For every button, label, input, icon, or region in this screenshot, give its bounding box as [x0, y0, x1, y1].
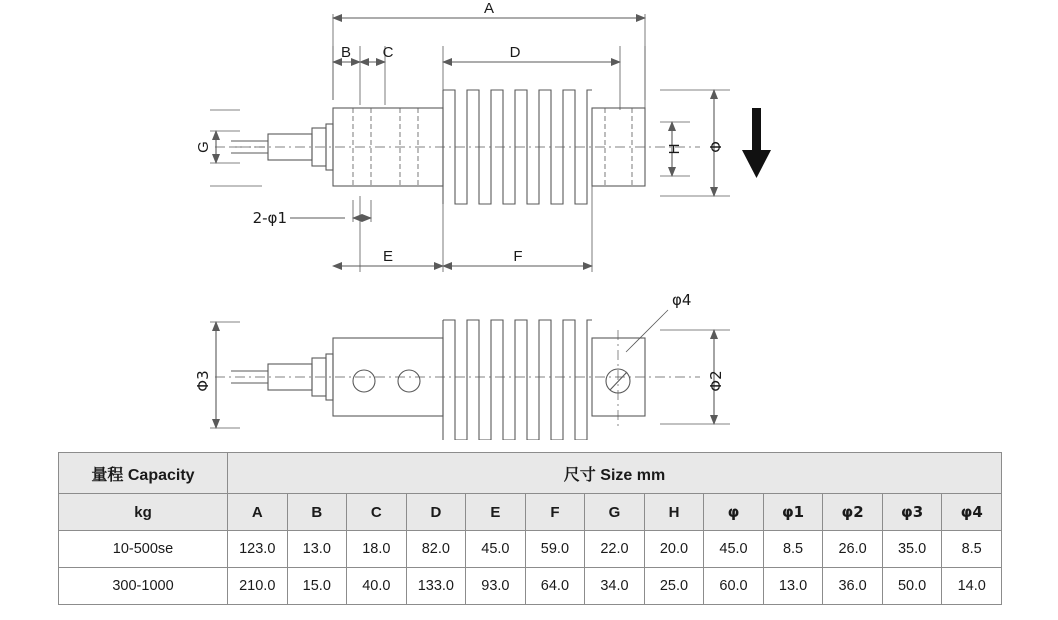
- dim-label-G: G: [195, 141, 212, 153]
- cell-E: 45.0: [466, 531, 526, 568]
- header-unit-kg: kg: [59, 494, 228, 531]
- cell-H: 20.0: [644, 531, 704, 568]
- header-col-B: B: [287, 494, 347, 531]
- cell-C: 18.0: [347, 531, 407, 568]
- header-col-E: E: [466, 494, 526, 531]
- cell-F: 64.0: [525, 568, 585, 605]
- cell-B: 15.0: [287, 568, 347, 605]
- header-col-phi2: φ2: [823, 494, 883, 531]
- header-col-F: F: [525, 494, 585, 531]
- cell-A: 210.0: [228, 568, 288, 605]
- cell-D: 82.0: [406, 531, 466, 568]
- table-header-row-2: [59, 494, 1002, 531]
- dim-label-H: H: [666, 143, 683, 155]
- cell-E: 93.0: [466, 568, 526, 605]
- cell-D: 133.0: [406, 568, 466, 605]
- load-direction-arrow: [742, 108, 771, 178]
- dim-label-phi3: Φ3: [194, 370, 212, 392]
- table-body: [59, 531, 1002, 605]
- header-col-phi: φ: [704, 494, 764, 531]
- header-col-A: A: [228, 494, 288, 531]
- cell-phi2: 26.0: [823, 531, 883, 568]
- header-col-phi4: φ4: [942, 494, 1002, 531]
- header-capacity-cn: 量程: [91, 464, 124, 484]
- cell-A: 123.0: [228, 531, 288, 568]
- header-size: [228, 453, 1002, 494]
- cell-G: 34.0: [585, 568, 645, 605]
- header-capacity-en: Capacity: [127, 466, 195, 484]
- cell-phi1: 13.0: [763, 568, 823, 605]
- table-row: [59, 568, 1002, 605]
- table-row: [59, 531, 1002, 568]
- cell-B: 13.0: [287, 531, 347, 568]
- cell-capacity: 300-1000: [59, 568, 228, 605]
- header-capacity: [59, 453, 228, 494]
- table-header-row-1: [59, 453, 1002, 494]
- dim-label-phi: Φ: [707, 141, 725, 153]
- dim-label-C: C: [382, 44, 394, 61]
- header-col-phi1: φ1: [763, 494, 823, 531]
- specification-table-wrapper: [58, 452, 1002, 605]
- cell-H: 25.0: [644, 568, 704, 605]
- cell-phi4: 8.5: [942, 531, 1002, 568]
- cell-F: 59.0: [525, 531, 585, 568]
- header-col-C: C: [347, 494, 407, 531]
- header-size-cn: 尺寸: [563, 464, 596, 484]
- cell-phi1: 8.5: [763, 531, 823, 568]
- cell-capacity: 10-500se: [59, 531, 228, 568]
- dim-label-A: A: [483, 0, 495, 17]
- cell-phi3: 50.0: [882, 568, 942, 605]
- cell-G: 22.0: [585, 531, 645, 568]
- header-size-en: Size mm: [600, 466, 666, 484]
- cell-C: 40.0: [347, 568, 407, 605]
- dim-label-2phi1: 2-φ1: [252, 209, 287, 227]
- cell-phi3: 35.0: [882, 531, 942, 568]
- dim-label-phi2: Φ2: [707, 370, 725, 392]
- header-col-D: D: [406, 494, 466, 531]
- cell-phi4: 14.0: [942, 568, 1002, 605]
- header-col-G: G: [585, 494, 645, 531]
- dim-label-E: E: [382, 248, 394, 265]
- specification-table: [58, 452, 1002, 605]
- header-col-phi3: φ3: [882, 494, 942, 531]
- table-head: [59, 453, 1002, 531]
- header-col-H: H: [644, 494, 704, 531]
- dim-label-phi4: φ4: [672, 291, 692, 309]
- cell-phi2: 36.0: [823, 568, 883, 605]
- cell-phi: 60.0: [704, 568, 764, 605]
- dim-label-F: F: [513, 248, 523, 265]
- cell-phi: 45.0: [704, 531, 764, 568]
- dim-label-D: D: [509, 44, 521, 61]
- dim-label-B: B: [340, 44, 352, 61]
